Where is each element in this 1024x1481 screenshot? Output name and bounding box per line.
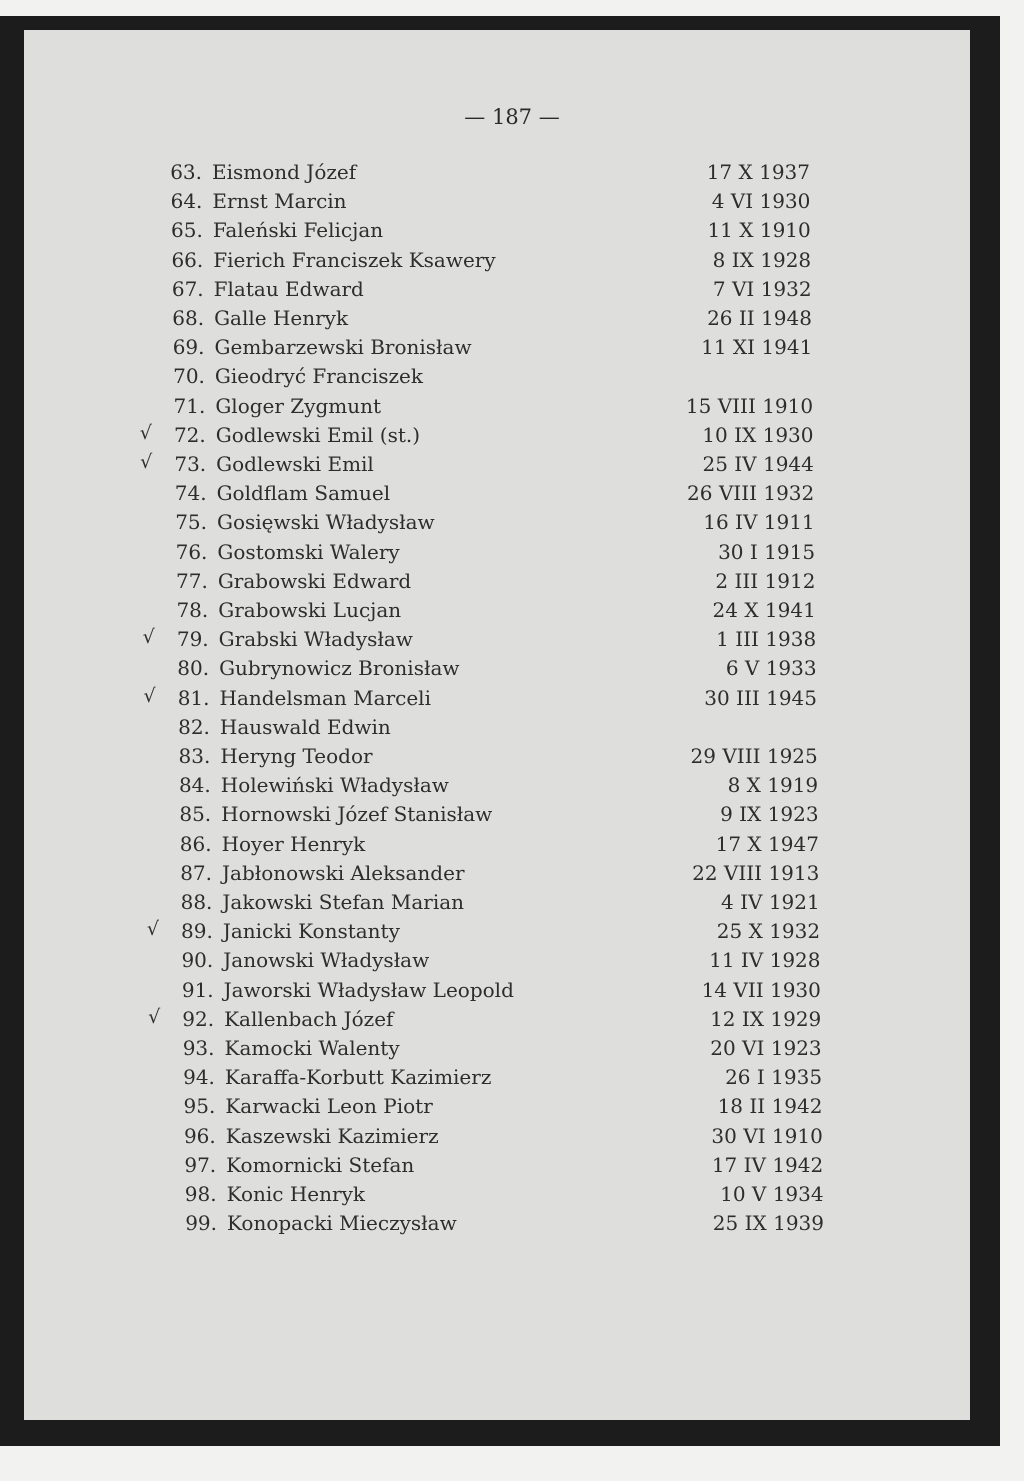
entry-number: 80. bbox=[177, 656, 210, 681]
entry-number: 91. bbox=[181, 977, 214, 1002]
entry-date: 26 II 1948 bbox=[707, 306, 812, 330]
entry-number: 74. bbox=[174, 481, 207, 506]
entry-name: Grabowski Edward bbox=[217, 568, 412, 593]
list-item bbox=[24, 391, 970, 421]
entry-name: Janicki Konstanty bbox=[222, 919, 400, 944]
entry-date: 18 II 1942 bbox=[717, 1094, 823, 1119]
entry-name: Gieodryć Franciszek bbox=[214, 364, 423, 389]
entry-date: 1 III 1938 bbox=[716, 627, 817, 652]
list-item bbox=[24, 478, 970, 508]
list-item bbox=[24, 653, 970, 683]
list-item bbox=[24, 799, 970, 829]
list-item bbox=[24, 1004, 970, 1034]
entry-name: Hoyer Henryk bbox=[221, 831, 366, 856]
list-item bbox=[24, 420, 970, 450]
entry-number: 82. bbox=[178, 714, 210, 739]
list-item bbox=[24, 770, 970, 800]
entry-number: 95. bbox=[183, 1094, 216, 1119]
list-item bbox=[24, 303, 970, 333]
list-item bbox=[24, 741, 970, 771]
entry-date: 10 V 1934 bbox=[720, 1182, 824, 1206]
entry-date: 11 X 1910 bbox=[707, 218, 811, 243]
entry-name: Faleński Felicjan bbox=[212, 218, 384, 243]
entry-name: Konic Henryk bbox=[226, 1182, 365, 1206]
entry-date: 25 IX 1939 bbox=[712, 1211, 824, 1236]
entry-number: 70. bbox=[173, 364, 205, 389]
entry-name: Fierich Franciszek Ksawery bbox=[213, 247, 496, 272]
entry-name: Gubrynowicz Bronisław bbox=[219, 656, 460, 681]
entry-number: 99. bbox=[185, 1211, 217, 1236]
entry-name: Eismond Józef bbox=[212, 160, 357, 184]
entry-date: 25 IV 1944 bbox=[702, 452, 814, 476]
entry-number: 63. bbox=[170, 160, 202, 184]
entry-number: 90. bbox=[181, 948, 214, 973]
entry-number: 66. bbox=[171, 247, 204, 272]
list-item bbox=[24, 1062, 970, 1092]
entry-date: 12 IX 1929 bbox=[710, 1006, 822, 1031]
entry-date: 20 VI 1923 bbox=[710, 1036, 822, 1060]
entry-number: 94. bbox=[183, 1065, 215, 1090]
entry-date: 9 IX 1923 bbox=[720, 802, 819, 827]
entry-date: 6 V 1933 bbox=[725, 656, 817, 681]
entry-name: Godlewski Emil (st.) bbox=[215, 422, 421, 447]
entry-number: 81. bbox=[177, 685, 210, 710]
entry-number: 96. bbox=[183, 1123, 216, 1148]
list-item bbox=[24, 507, 970, 537]
list-item bbox=[24, 215, 970, 245]
entry-name: Goldflam Samuel bbox=[216, 481, 391, 506]
list-item bbox=[24, 683, 970, 713]
entry-date: 8 X 1919 bbox=[727, 773, 819, 798]
entry-number: 68. bbox=[172, 306, 205, 330]
entry-date: 8 IX 1928 bbox=[712, 247, 812, 272]
entry-number: 87. bbox=[180, 860, 212, 885]
list-item bbox=[24, 945, 970, 975]
check-mark-icon: √ bbox=[148, 1005, 161, 1028]
entry-number: 65. bbox=[171, 218, 203, 243]
entry-date: 29 VIII 1925 bbox=[690, 744, 818, 768]
entry-number: 88. bbox=[180, 890, 213, 914]
entry-date: 15 VIII 1910 bbox=[685, 393, 814, 418]
entry-date: 17 X 1947 bbox=[715, 831, 819, 856]
list-item bbox=[24, 1091, 970, 1121]
entry-number: 73. bbox=[174, 452, 207, 476]
list-item bbox=[24, 1179, 970, 1209]
check-mark-icon: √ bbox=[146, 918, 159, 941]
entry-name: Karwacki Leon Piotr bbox=[225, 1094, 433, 1119]
entry-name: Konopacki Mieczysław bbox=[227, 1211, 457, 1236]
scan-border bbox=[0, 16, 1000, 1446]
entry-date: 30 III 1945 bbox=[704, 685, 817, 710]
entry-name: Grabski Władysław bbox=[218, 627, 413, 652]
page-number: — 187 — bbox=[464, 105, 560, 129]
entry-name: Gembarzewski Bronisław bbox=[214, 335, 472, 360]
entry-name: Godlewski Emil bbox=[216, 452, 374, 476]
entry-number: 79. bbox=[176, 627, 209, 652]
list-item bbox=[24, 595, 970, 625]
entry-date: 4 IV 1921 bbox=[721, 890, 820, 914]
list-item bbox=[24, 157, 970, 187]
entry-name: Kamocki Walenty bbox=[224, 1036, 400, 1060]
entry-number: 76. bbox=[175, 539, 208, 564]
entry-date: 4 VI 1930 bbox=[711, 189, 811, 214]
entry-number: 78. bbox=[176, 598, 209, 622]
entry-date: 26 VIII 1932 bbox=[687, 481, 815, 506]
list-item bbox=[24, 186, 970, 216]
entry-name: Gosięwski Władysław bbox=[217, 510, 435, 535]
entry-number: 83. bbox=[178, 744, 211, 768]
entry-name: Gloger Zygmunt bbox=[215, 393, 382, 418]
entry-number: 89. bbox=[181, 919, 213, 944]
entry-date: 30 VI 1910 bbox=[711, 1123, 823, 1148]
list-item bbox=[24, 712, 970, 742]
entry-number: 98. bbox=[184, 1182, 217, 1206]
list-item bbox=[24, 274, 970, 304]
list-item bbox=[24, 361, 970, 391]
list-item bbox=[24, 916, 970, 946]
entry-name: Jakowski Stefan Marian bbox=[222, 890, 465, 914]
entry-number: 97. bbox=[184, 1152, 217, 1177]
entry-name: Hornowski Józef Stanisław bbox=[221, 802, 493, 827]
entry-date: 25 X 1932 bbox=[716, 919, 821, 944]
entry-number: 85. bbox=[179, 802, 212, 827]
check-mark-icon: √ bbox=[142, 626, 155, 649]
list-item bbox=[24, 245, 970, 275]
entry-name: Kallenbach Józef bbox=[224, 1006, 394, 1031]
entry-number: 86. bbox=[179, 831, 212, 856]
list-item bbox=[24, 858, 970, 888]
entry-name: Ernst Marcin bbox=[212, 189, 347, 214]
entry-date: 17 IV 1942 bbox=[711, 1152, 824, 1177]
document-page bbox=[24, 30, 970, 1420]
entry-number: 77. bbox=[176, 568, 208, 593]
entry-number: 75. bbox=[175, 510, 207, 535]
entry-name: Karaffa-Korbutt Kazimierz bbox=[224, 1065, 492, 1090]
entry-name: Hauswald Edwin bbox=[219, 714, 391, 739]
entry-name: Jaworski Władysław Leopold bbox=[223, 977, 514, 1002]
list-item bbox=[24, 566, 970, 596]
list-item bbox=[24, 975, 970, 1005]
list-item bbox=[24, 537, 970, 567]
entry-name: Kaszewski Kazimierz bbox=[225, 1123, 439, 1148]
entry-number: 92. bbox=[182, 1006, 215, 1031]
entry-name: Galle Henryk bbox=[214, 306, 349, 330]
list-item bbox=[24, 887, 970, 917]
entry-name: Jabłonowski Aleksander bbox=[222, 860, 465, 885]
entry-name: Heryng Teodor bbox=[220, 744, 373, 768]
entry-name: Handelsman Marceli bbox=[219, 685, 431, 710]
list-item bbox=[24, 829, 970, 859]
entry-date: 22 VIII 1913 bbox=[692, 860, 820, 885]
entry-name: Janowski Władysław bbox=[223, 948, 430, 973]
list-item bbox=[24, 624, 970, 654]
entry-number: 69. bbox=[172, 335, 205, 360]
list-item bbox=[24, 1150, 970, 1180]
check-mark-icon: √ bbox=[143, 684, 156, 707]
entry-number: 71. bbox=[173, 393, 206, 418]
entry-date: 11 XI 1941 bbox=[701, 335, 813, 360]
entry-number: 72. bbox=[173, 422, 206, 447]
list-item bbox=[24, 1208, 970, 1238]
entry-name: Flatau Edward bbox=[213, 276, 364, 301]
entry-name: Holewiński Władysław bbox=[220, 773, 449, 798]
entry-number: 64. bbox=[170, 189, 203, 214]
entry-date: 26 I 1935 bbox=[725, 1065, 823, 1090]
entry-number: 84. bbox=[178, 773, 211, 798]
entry-date: 11 IV 1928 bbox=[709, 948, 821, 973]
check-mark-icon: √ bbox=[139, 421, 152, 444]
list-item bbox=[24, 449, 970, 479]
entry-date: 10 IX 1930 bbox=[702, 422, 814, 447]
entry-date: 30 I 1915 bbox=[718, 539, 816, 564]
entry-date: 17 X 1937 bbox=[706, 160, 810, 184]
entry-date: 24 X 1941 bbox=[712, 598, 816, 622]
entry-name: Grabowski Lucjan bbox=[218, 598, 402, 622]
entry-number: 93. bbox=[182, 1036, 215, 1060]
entry-name: Komornicki Stefan bbox=[226, 1152, 415, 1177]
entry-number: 67. bbox=[171, 276, 204, 301]
list-item bbox=[24, 332, 970, 362]
entry-date: 16 IV 1911 bbox=[703, 510, 815, 535]
entry-name: Gostomski Walery bbox=[217, 539, 400, 564]
list-item bbox=[24, 1033, 970, 1063]
check-mark-icon: √ bbox=[140, 451, 153, 473]
entry-date: 14 VII 1930 bbox=[701, 977, 821, 1002]
list-item bbox=[24, 1121, 970, 1151]
entry-date: 7 VI 1932 bbox=[712, 276, 812, 301]
entry-date: 2 III 1912 bbox=[715, 568, 816, 593]
